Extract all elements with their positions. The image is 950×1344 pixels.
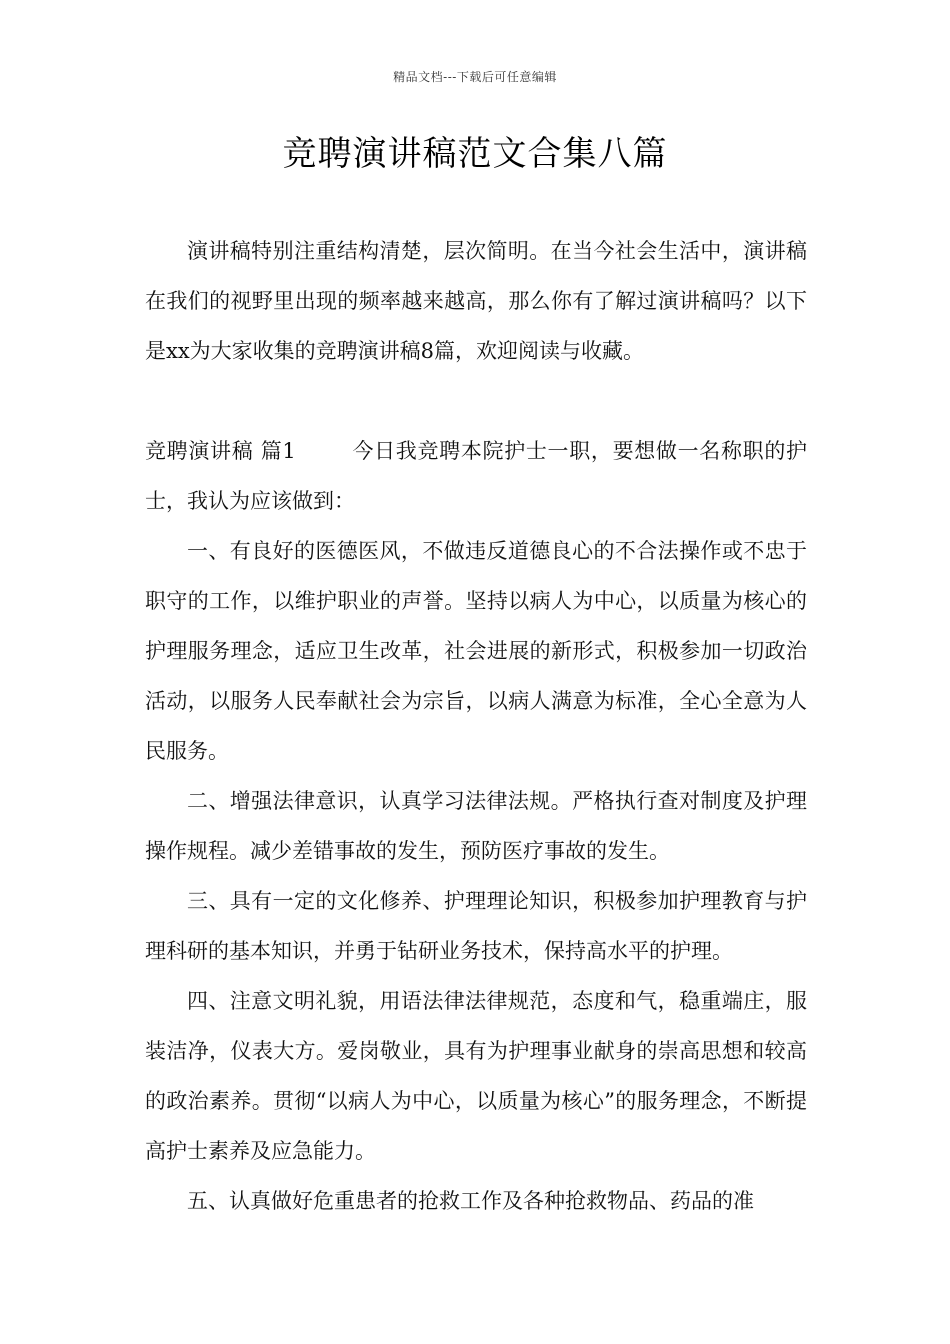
section-paragraph-3: 三、具有一定的文化修养、护理理论知识，积极参加护理教育与护理科研的基本知识，并勇于钻研业务技术，保持高水平的护理。: [145, 889, 807, 963]
intro-block: [145, 226, 807, 376]
document-title: 竞聘演讲稿范文合集八篇: [282, 134, 668, 174]
section-paragraph-1: 一、有良好的医德医风，不做违反道德良心的不合法操作或不忠于职守的工作，以维护职业的声誉。坚持以病人为中心，以质量为核心的护理服务理念，适应卫生改革，社会进展的新形式，积极参加一切政治活动，以服务人民奉献社会为宗旨，以病人满意为标准，全心全意为人民服务。: [145, 539, 807, 763]
section-paragraph-2: 二、增强法律意识，认真学习法律法规。严格执行查对制度及护理操作规程。减少差错事故的发生，预防医疗事故的发生。: [145, 789, 807, 863]
header-note: 精品文档---下载后可任意编辑: [393, 70, 557, 84]
intro-paragraph: 演讲稿特别注重结构清楚，层次简明。在当今社会生活中，演讲稿在我们的视野里出现的频率越来越高，那么你有了解过演讲稿吗？以下是xx为大家收集的竞聘演讲稿8篇，欢迎阅读与收藏。: [145, 239, 807, 363]
section-first-line: 今日我竞聘本院护士一职，要想做一名称职的护士，我认为应该做到：: [145, 439, 807, 513]
section-paragraph-5: 五、认真做好危重患者的抢救工作及各种抢救物品、药品的准: [187, 1189, 754, 1213]
section-first-paragraph: [145, 426, 807, 526]
section-block: [145, 426, 807, 1226]
section-label: 竞聘演讲稿 篇1: [145, 439, 296, 463]
section-paragraph-4: 四、注意文明礼貌，用语法律法律规范，态度和气，稳重端庄，服装洁净，仪表大方。爱岗敬业，具有为护理事业献身的崇高思想和较高的政治素养。贯彻“以病人为中心，以质量为核心”的服务理念，不断提高护士素养及应急能力。: [145, 989, 807, 1163]
